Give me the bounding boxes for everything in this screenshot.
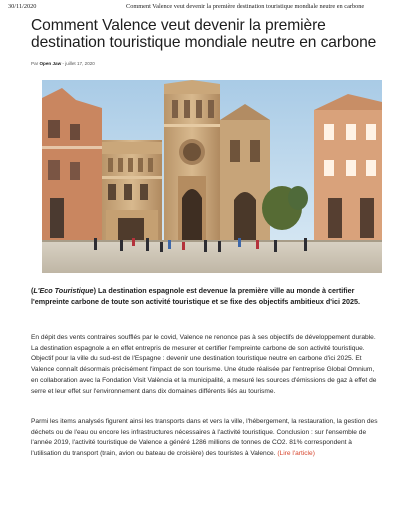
body-paragraph-2 (31, 417, 383, 460)
author-link[interactable]: Open Jaw (39, 61, 62, 66)
lead-source: L'Eco Touristique (33, 286, 94, 295)
article-title: Comment Valence veut devenir la première destination touristique mondiale neutre en carbone (31, 17, 377, 51)
body-paragraph-2-text: Parmi les items analysés figurent ainsi les transports dans et vers la ville, l'hébergement, la restauration, la gestion des déchets ou de l'eau ou encore les infrastructures nécessaires à l'activité touristique. Conclusion : sur l'ensemble de l'année 2019, l'activité touristique de Valence a généré 1286 millions de tonnes de CO2. 81% correspondent à l'utilisation du transport (train, avion ou bateau de croisière) des touristes à Valence. (31, 418, 378, 458)
read-article-link[interactable]: (Lire l'article) (277, 450, 315, 458)
body-paragraph-1: En dépit des vents contraires soufflés par le covid, Valence ne renonce pas à ses objectifs de développement durable. La destination espagnole a en effet entrepris de mesurer et certifier l'empreinte carbone de son activité touristique. Objectif pour la ville du sud-est de l'Espagne : devenir une destination touristique neutre en carbone d'ici 2025. Et Valence connaît désormais précisément l'impact de son tourisme. Une étude réalisée par l'entreprise Global Omnium, en collaboration avec la Fondation Visit València et la municipalité, a mesuré les sources d'émissions de gaz à effet de serre et leur effet sur l'environnement dans dix domaines différents liés au tourisme. (31, 334, 377, 395)
cathedral-photo (42, 80, 382, 273)
publish-date: - juillet 17, 2020 (62, 61, 95, 66)
print-title: Comment Valence veut devenir la première destination touristique mondiale neutre en carbone (126, 3, 365, 10)
print-date: 30/11/2020 (8, 3, 37, 10)
byline (31, 61, 95, 66)
lead-text: La destination espagnole est devenue la première ville au monde à certifier l'empreinte carbone de toute son activité touristique et se fixe des objectifs ambitieux d'ici 2025. (31, 286, 360, 306)
byline-prefix: Par (31, 61, 39, 66)
lead-paragraph: (L'Eco Touristique) La destination espagnole est devenue la première ville au monde à certifier l'empreinte carbone de toute son activité touristique et se fixe des objectifs ambitieux d'ici 2025. (31, 286, 360, 306)
